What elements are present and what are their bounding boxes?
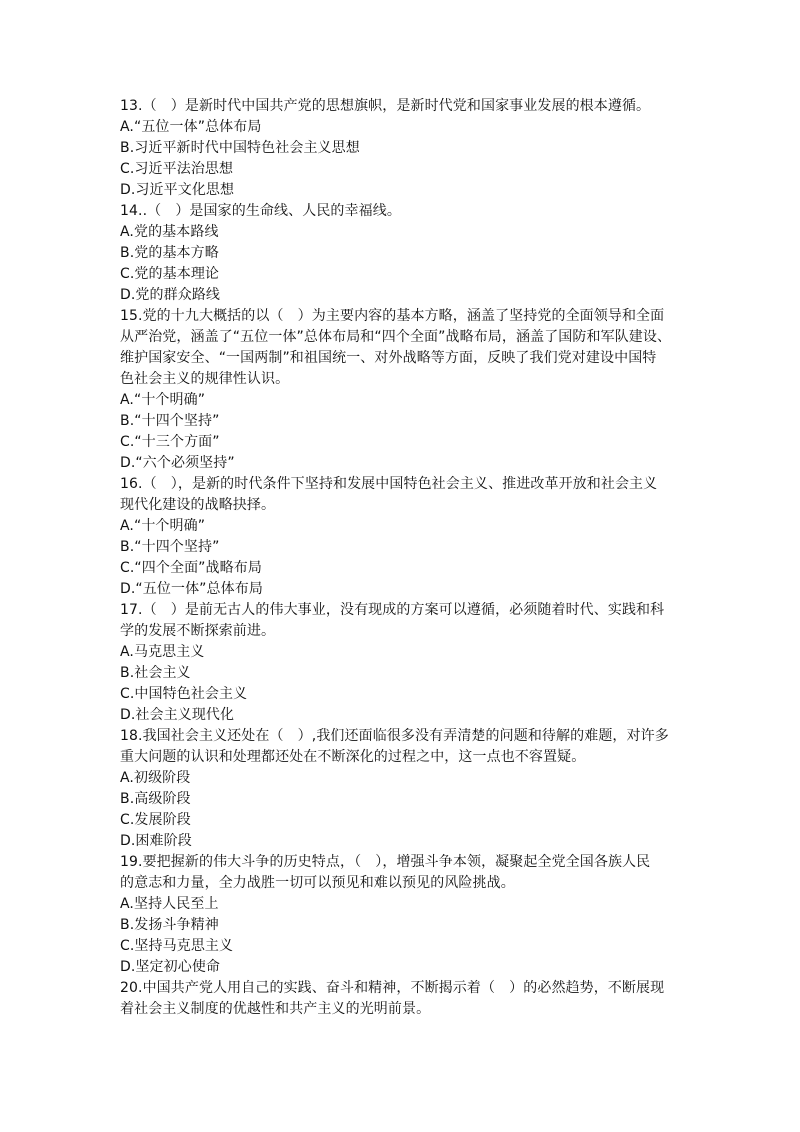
question-stem: 的意志和力量，全力战胜一切可以预见和难以预见的风险挑战。 — [120, 875, 515, 891]
option-d: D.社会主义现代化 — [120, 707, 235, 723]
option-b: B.发扬斗争精神 — [120, 917, 219, 933]
question-stem: 现代化建设的战略抉择。 — [120, 497, 276, 513]
quiz-page — [120, 96, 686, 1020]
question-13 — [120, 96, 686, 201]
option-a: A.初级阶段 — [120, 770, 191, 786]
option-d: D.习近平文化思想 — [120, 182, 235, 198]
question-stem: 着社会主义制度的优越性和共产主义的光明前景。 — [120, 1001, 431, 1017]
option-c: C.习近平法治思想 — [120, 161, 234, 177]
option-a: A.马克思主义 — [120, 644, 205, 660]
question-16 — [120, 474, 686, 600]
option-a: A.“十个明确” — [120, 518, 206, 534]
option-b: B.“十四个坚持” — [120, 539, 220, 555]
option-a: A.“十个明确” — [120, 392, 206, 408]
option-a: A.“五位一体”总体布局 — [120, 119, 262, 135]
option-b: B.“十四个坚持” — [120, 413, 220, 429]
option-d: D.“六个必须坚持” — [120, 455, 235, 471]
question-stem: 15.党的十九大概括的以（ ）为主要内容的基本方略，涵盖了坚持党的全面领导和全面 — [120, 308, 665, 324]
option-a: A.坚持人民至上 — [120, 896, 219, 912]
question-stem: 16.（ ），是新的时代条件下坚持和发展中国特色社会主义、推进改革开放和社会主义 — [120, 476, 658, 492]
option-c: C.发展阶段 — [120, 812, 191, 828]
question-20 — [120, 978, 686, 1020]
option-d: D.“五位一体”总体布局 — [120, 581, 263, 597]
question-stem: 19.要把握新的伟大斗争的历史特点，（ ），增强斗争本领，凝聚起全党全国各族人民 — [120, 854, 651, 870]
question-14 — [120, 201, 686, 306]
question-18 — [120, 726, 686, 852]
option-c: C.“四个全面”战略布局 — [120, 560, 262, 576]
option-d: D.党的群众路线 — [120, 287, 221, 303]
option-c: C.党的基本理论 — [120, 266, 220, 282]
option-d: D.坚定初心使命 — [120, 959, 221, 975]
option-b: B.党的基本方略 — [120, 245, 219, 261]
option-b: B.习近平新时代中国特色社会主义思想 — [120, 140, 360, 156]
option-b: B.高级阶段 — [120, 791, 191, 807]
question-15 — [120, 306, 686, 474]
question-stem: 从严治党，涵盖了“五位一体”总体布局和“四个全面”战略布局，涵盖了国防和军队建设、 — [120, 329, 672, 345]
question-stem: 17.（ ）是前无古人的伟大事业，没有现成的方案可以遵循，必须随着时代、实践和科 — [120, 602, 665, 618]
question-stem: 18.我国社会主义还处在（ ）,我们还面临很多没有弄清楚的问题和待解的难题，对许多 — [120, 728, 669, 744]
option-b: B.社会主义 — [120, 665, 191, 681]
option-a: A.党的基本路线 — [120, 224, 219, 240]
question-stem: 色社会主义的规律性认识。 — [120, 371, 290, 387]
question-19 — [120, 852, 686, 978]
question-stem: 14..（ ）是国家的生命线、人民的幸福线。 — [120, 203, 401, 219]
option-c: C.中国特色社会主义 — [120, 686, 248, 702]
question-stem: 学的发展不断探索前进。 — [120, 623, 276, 639]
question-stem: 13.（ ）是新时代中国共产党的思想旗帜，是新时代党和国家事业发展的根本遵循。 — [120, 98, 651, 114]
question-stem: 维护国家安全、“一国两制”和祖国统一、对外战略等方面，反映了我们党对建设中国特 — [120, 350, 657, 366]
option-c: C.“十三个方面” — [120, 434, 220, 450]
question-17 — [120, 600, 686, 726]
question-stem: 20.中国共产党人用自己的实践、奋斗和精神，不断揭示着（ ）的必然趋势，不断展现 — [120, 980, 665, 996]
question-stem: 重大问题的认识和处理都还处在不断深化的过程之中，这一点也不容置疑。 — [120, 749, 586, 765]
option-d: D.困难阶段 — [120, 833, 192, 849]
option-c: C.坚持马克思主义 — [120, 938, 234, 954]
